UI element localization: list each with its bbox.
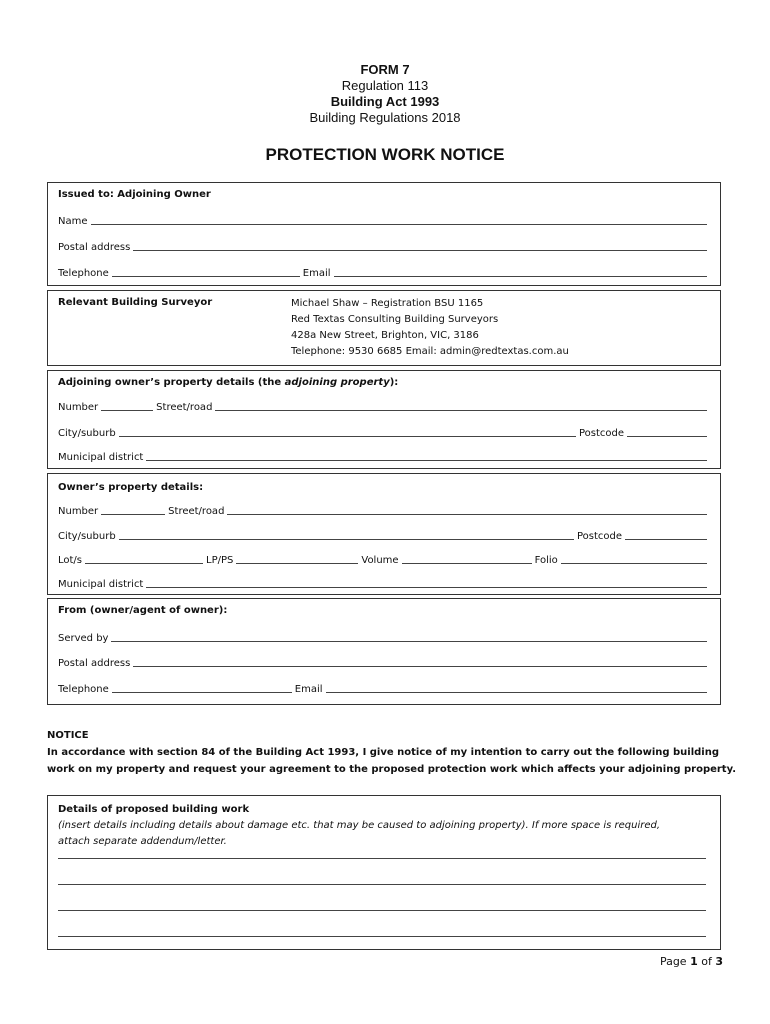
act-name: Building Act 1993 — [330, 94, 440, 109]
from-telephone-label: Telephone — [58, 684, 109, 695]
regulation-number: Regulation 113 — [341, 78, 429, 93]
issued-to-section — [47, 182, 721, 286]
adj-city-field[interactable] — [119, 427, 576, 437]
page-title: PROTECTION WORK NOTICE — [265, 145, 505, 164]
details-hint: (insert details including details about damage etc. that may be caused to adjoining property). If more space is required, attach separate addendum/letter. — [58, 820, 661, 847]
notice-heading: NOTICE — [47, 730, 89, 741]
adj-city-label: City/suburb — [58, 428, 116, 439]
adj-postcode-label: Postcode — [578, 428, 624, 439]
own-street-label: Street/road — [168, 506, 225, 517]
own-lpps-field[interactable] — [236, 554, 358, 564]
own-lot-label: Lot/s — [58, 555, 83, 566]
from-heading: From (owner/agent of owner): — [58, 605, 228, 616]
surveyor-name: Michael Shaw – Registration BSU 1165 — [291, 298, 484, 309]
own-city-label: City/suburb — [58, 531, 116, 542]
from-email-field[interactable] — [326, 683, 707, 693]
own-volume-field[interactable] — [402, 554, 532, 564]
notice-text: In accordance with section 84 of the Building Act 1993, I give notice of my intention to carry out the following building work on my property and request your agreement to the proposed protection work which affects your adjoining property. — [47, 747, 736, 775]
owner-property-heading: Owner’s property details: — [58, 482, 204, 493]
own-municipal-field[interactable] — [146, 578, 707, 588]
adj-street-label: Street/road — [156, 402, 213, 413]
own-number-field[interactable] — [101, 505, 165, 515]
own-number-label: Number — [58, 506, 99, 517]
details-line[interactable] — [58, 858, 706, 859]
adj-street-field[interactable] — [215, 401, 707, 411]
own-folio-field[interactable] — [561, 554, 707, 564]
surveyor-address: 428a New Street, Brighton, VIC, 3186 — [291, 330, 479, 341]
name-field[interactable] — [91, 215, 707, 225]
surveyor-details — [291, 296, 569, 360]
form-header — [0, 62, 770, 126]
telephone-field[interactable] — [112, 267, 300, 277]
adj-number-label: Number — [58, 402, 99, 413]
own-folio-label: Folio — [534, 555, 558, 566]
adj-municipal-label: Municipal district — [58, 452, 144, 463]
from-postal-label: Postal address — [58, 658, 131, 669]
own-lpps-label: LP/PS — [206, 555, 234, 566]
adj-number-field[interactable] — [101, 401, 153, 411]
postal-address-label: Postal address — [58, 242, 131, 253]
from-telephone-field[interactable] — [112, 683, 292, 693]
own-street-field[interactable] — [227, 505, 707, 515]
regulations-name: Building Regulations 2018 — [309, 110, 461, 125]
from-postal-field[interactable] — [133, 657, 707, 667]
details-line[interactable] — [58, 910, 706, 911]
surveyor-heading: Relevant Building Surveyor — [58, 297, 213, 308]
postal-address-field[interactable] — [133, 241, 707, 251]
surveyor-section — [47, 290, 721, 366]
own-city-field[interactable] — [119, 530, 574, 540]
details-heading: Details of proposed building work — [58, 804, 250, 815]
name-label: Name — [58, 216, 88, 227]
own-municipal-label: Municipal district — [58, 579, 144, 590]
adj-municipal-field[interactable] — [146, 451, 707, 461]
notice-section — [47, 727, 737, 778]
details-section — [47, 795, 721, 950]
adjoining-heading: Adjoining owner’s property details (the adjoining property): — [58, 377, 399, 388]
page-number: Page 1 of 3 — [659, 955, 723, 968]
details-line[interactable] — [58, 936, 706, 937]
served-by-field[interactable] — [111, 632, 707, 642]
own-lot-field[interactable] — [85, 554, 203, 564]
issued-to-heading: Issued to: Adjoining Owner — [58, 189, 211, 200]
adj-postcode-field[interactable] — [627, 427, 707, 437]
telephone-label: Telephone — [58, 268, 109, 279]
served-by-label: Served by — [58, 633, 109, 644]
own-postcode-field[interactable] — [625, 530, 707, 540]
form-number: FORM 7 — [360, 62, 410, 77]
from-section — [47, 598, 721, 705]
email-label: Email — [302, 268, 331, 279]
email-field[interactable] — [334, 267, 707, 277]
details-line[interactable] — [58, 884, 706, 885]
own-volume-label: Volume — [361, 555, 399, 566]
surveyor-contact: Telephone: 9530 6685 Email: admin@redtextas.com.au — [291, 346, 569, 357]
surveyor-company: Red Textas Consulting Building Surveyors — [291, 314, 499, 325]
own-postcode-label: Postcode — [576, 531, 622, 542]
owner-property-section — [47, 473, 721, 595]
from-email-label: Email — [294, 684, 323, 695]
adjoining-property-section — [47, 370, 721, 469]
